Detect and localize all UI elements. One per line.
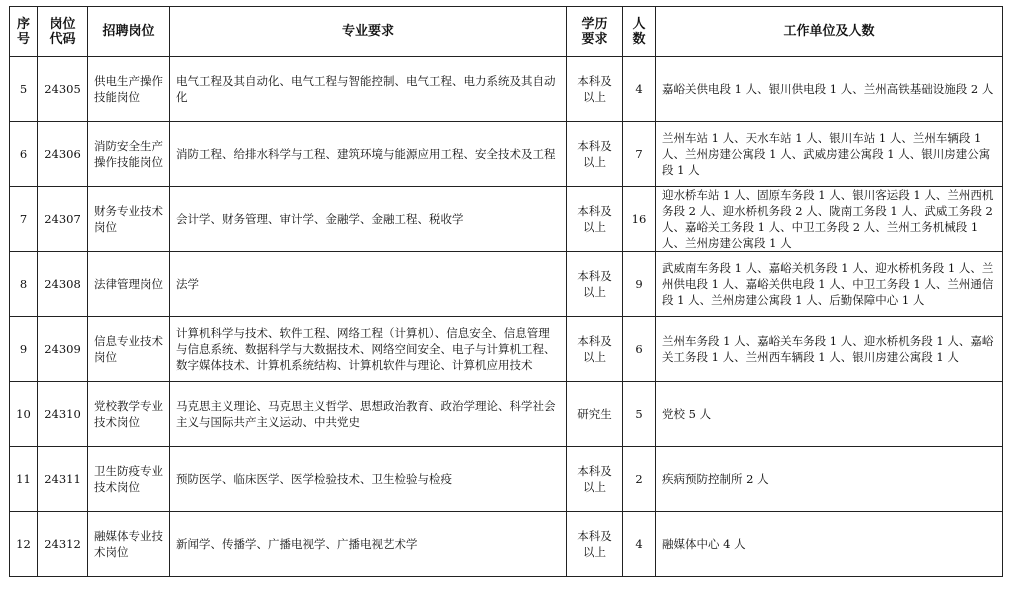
cell-count: 6 bbox=[623, 317, 656, 382]
cell-seq: 9 bbox=[10, 317, 38, 382]
cell-position: 法律管理岗位 bbox=[88, 252, 170, 317]
cell-major: 会计学、财务管理、审计学、金融学、金融工程、税收学 bbox=[170, 187, 567, 252]
cell-major: 新闻学、传播学、广播电视学、广播电视艺术学 bbox=[170, 512, 567, 577]
cell-code: 24310 bbox=[38, 382, 88, 447]
cell-degree: 本科及以上 bbox=[567, 252, 623, 317]
cell-seq: 5 bbox=[10, 57, 38, 122]
cell-position: 党校教学专业技术岗位 bbox=[88, 382, 170, 447]
cell-units: 迎水桥车站 1 人、固原车务段 1 人、银川客运段 1 人、兰州西机务段 2 人、迎水桥机务段 2 人、陇南工务段 1 人、武威工务段 2 人、嘉峪关工务段 1 人、中卫工务段 2 人、兰州工务机械段 1 人、兰州房建公寓段 1 人 bbox=[656, 187, 1003, 252]
cell-major: 电气工程及其自动化、电气工程与智能控制、电气工程、电力系统及其自动化 bbox=[170, 57, 567, 122]
table-row bbox=[10, 187, 1003, 252]
cell-degree: 本科及以上 bbox=[567, 187, 623, 252]
cell-major: 预防医学、临床医学、医学检验技术、卫生检验与检疫 bbox=[170, 447, 567, 512]
cell-degree: 本科及以上 bbox=[567, 57, 623, 122]
cell-major: 马克思主义理论、马克思主义哲学、思想政治教育、政治学理论、科学社会主义与国际共产主义运动、中共党史 bbox=[170, 382, 567, 447]
cell-count: 9 bbox=[623, 252, 656, 317]
cell-position: 融媒体专业技术岗位 bbox=[88, 512, 170, 577]
table-row bbox=[10, 447, 1003, 512]
cell-degree: 本科及以上 bbox=[567, 122, 623, 187]
cell-units: 疾病预防控制所 2 人 bbox=[656, 447, 1003, 512]
cell-seq: 7 bbox=[10, 187, 38, 252]
cell-major: 法学 bbox=[170, 252, 567, 317]
cell-code: 24308 bbox=[38, 252, 88, 317]
cell-position: 信息专业技术岗位 bbox=[88, 317, 170, 382]
table-row bbox=[10, 512, 1003, 577]
cell-degree: 本科及以上 bbox=[567, 317, 623, 382]
cell-count: 4 bbox=[623, 512, 656, 577]
cell-units: 兰州车务段 1 人、嘉峪关车务段 1 人、迎水桥机务段 1 人、嘉峪关工务段 1 人、兰州西车辆段 1 人、银川房建公寓段 1 人 bbox=[656, 317, 1003, 382]
cell-units: 融媒体中心 4 人 bbox=[656, 512, 1003, 577]
table-row bbox=[10, 317, 1003, 382]
cell-seq: 11 bbox=[10, 447, 38, 512]
header-degree: 学历要求 bbox=[567, 7, 623, 57]
header-position: 招聘岗位 bbox=[88, 7, 170, 57]
table-row bbox=[10, 382, 1003, 447]
cell-count: 7 bbox=[623, 122, 656, 187]
cell-seq: 10 bbox=[10, 382, 38, 447]
cell-count: 5 bbox=[623, 382, 656, 447]
cell-position: 消防安全生产操作技能岗位 bbox=[88, 122, 170, 187]
recruitment-table bbox=[9, 6, 1003, 577]
table-header-row bbox=[10, 7, 1003, 57]
table-row bbox=[10, 122, 1003, 187]
cell-code: 24307 bbox=[38, 187, 88, 252]
header-major: 专业要求 bbox=[170, 7, 567, 57]
cell-units: 兰州车站 1 人、天水车站 1 人、银川车站 1 人、兰州车辆段 1 人、兰州房建公寓段 1 人、武威房建公寓段 1 人、银川房建公寓段 1 人 bbox=[656, 122, 1003, 187]
recruitment-table-sheet bbox=[9, 6, 1002, 577]
cell-code: 24312 bbox=[38, 512, 88, 577]
cell-code: 24311 bbox=[38, 447, 88, 512]
cell-position: 供电生产操作技能岗位 bbox=[88, 57, 170, 122]
cell-seq: 12 bbox=[10, 512, 38, 577]
cell-seq: 6 bbox=[10, 122, 38, 187]
table-row bbox=[10, 57, 1003, 122]
cell-degree: 本科及以上 bbox=[567, 447, 623, 512]
cell-units: 党校 5 人 bbox=[656, 382, 1003, 447]
cell-count: 4 bbox=[623, 57, 656, 122]
header-count: 人数 bbox=[623, 7, 656, 57]
table-row bbox=[10, 252, 1003, 317]
header-seq: 序号 bbox=[10, 7, 38, 57]
cell-position: 卫生防疫专业技术岗位 bbox=[88, 447, 170, 512]
cell-code: 24305 bbox=[38, 57, 88, 122]
cell-major: 消防工程、给排水科学与工程、建筑环境与能源应用工程、安全技术及工程 bbox=[170, 122, 567, 187]
cell-units: 嘉峪关供电段 1 人、银川供电段 1 人、兰州高铁基础设施段 2 人 bbox=[656, 57, 1003, 122]
cell-major: 计算机科学与技术、软件工程、网络工程（计算机）、信息安全、信息管理与信息系统、数据科学与大数据技术、网络空间安全、电子与计算机工程、数字媒体技术、计算机系统结构、计算机软件与理论、计算机应用技术 bbox=[170, 317, 567, 382]
cell-code: 24306 bbox=[38, 122, 88, 187]
cell-code: 24309 bbox=[38, 317, 88, 382]
cell-position: 财务专业技术岗位 bbox=[88, 187, 170, 252]
cell-units: 武威南车务段 1 人、嘉峪关机务段 1 人、迎水桥机务段 1 人、兰州供电段 1 人、嘉峪关供电段 1 人、中卫工务段 1 人、兰州通信段 1 人、兰州房建公寓段 1 人、后勤保障中心 1 人 bbox=[656, 252, 1003, 317]
cell-seq: 8 bbox=[10, 252, 38, 317]
cell-count: 16 bbox=[623, 187, 656, 252]
cell-degree: 研究生 bbox=[567, 382, 623, 447]
cell-degree: 本科及以上 bbox=[567, 512, 623, 577]
header-code: 岗位代码 bbox=[38, 7, 88, 57]
header-units: 工作单位及人数 bbox=[656, 7, 1003, 57]
cell-count: 2 bbox=[623, 447, 656, 512]
